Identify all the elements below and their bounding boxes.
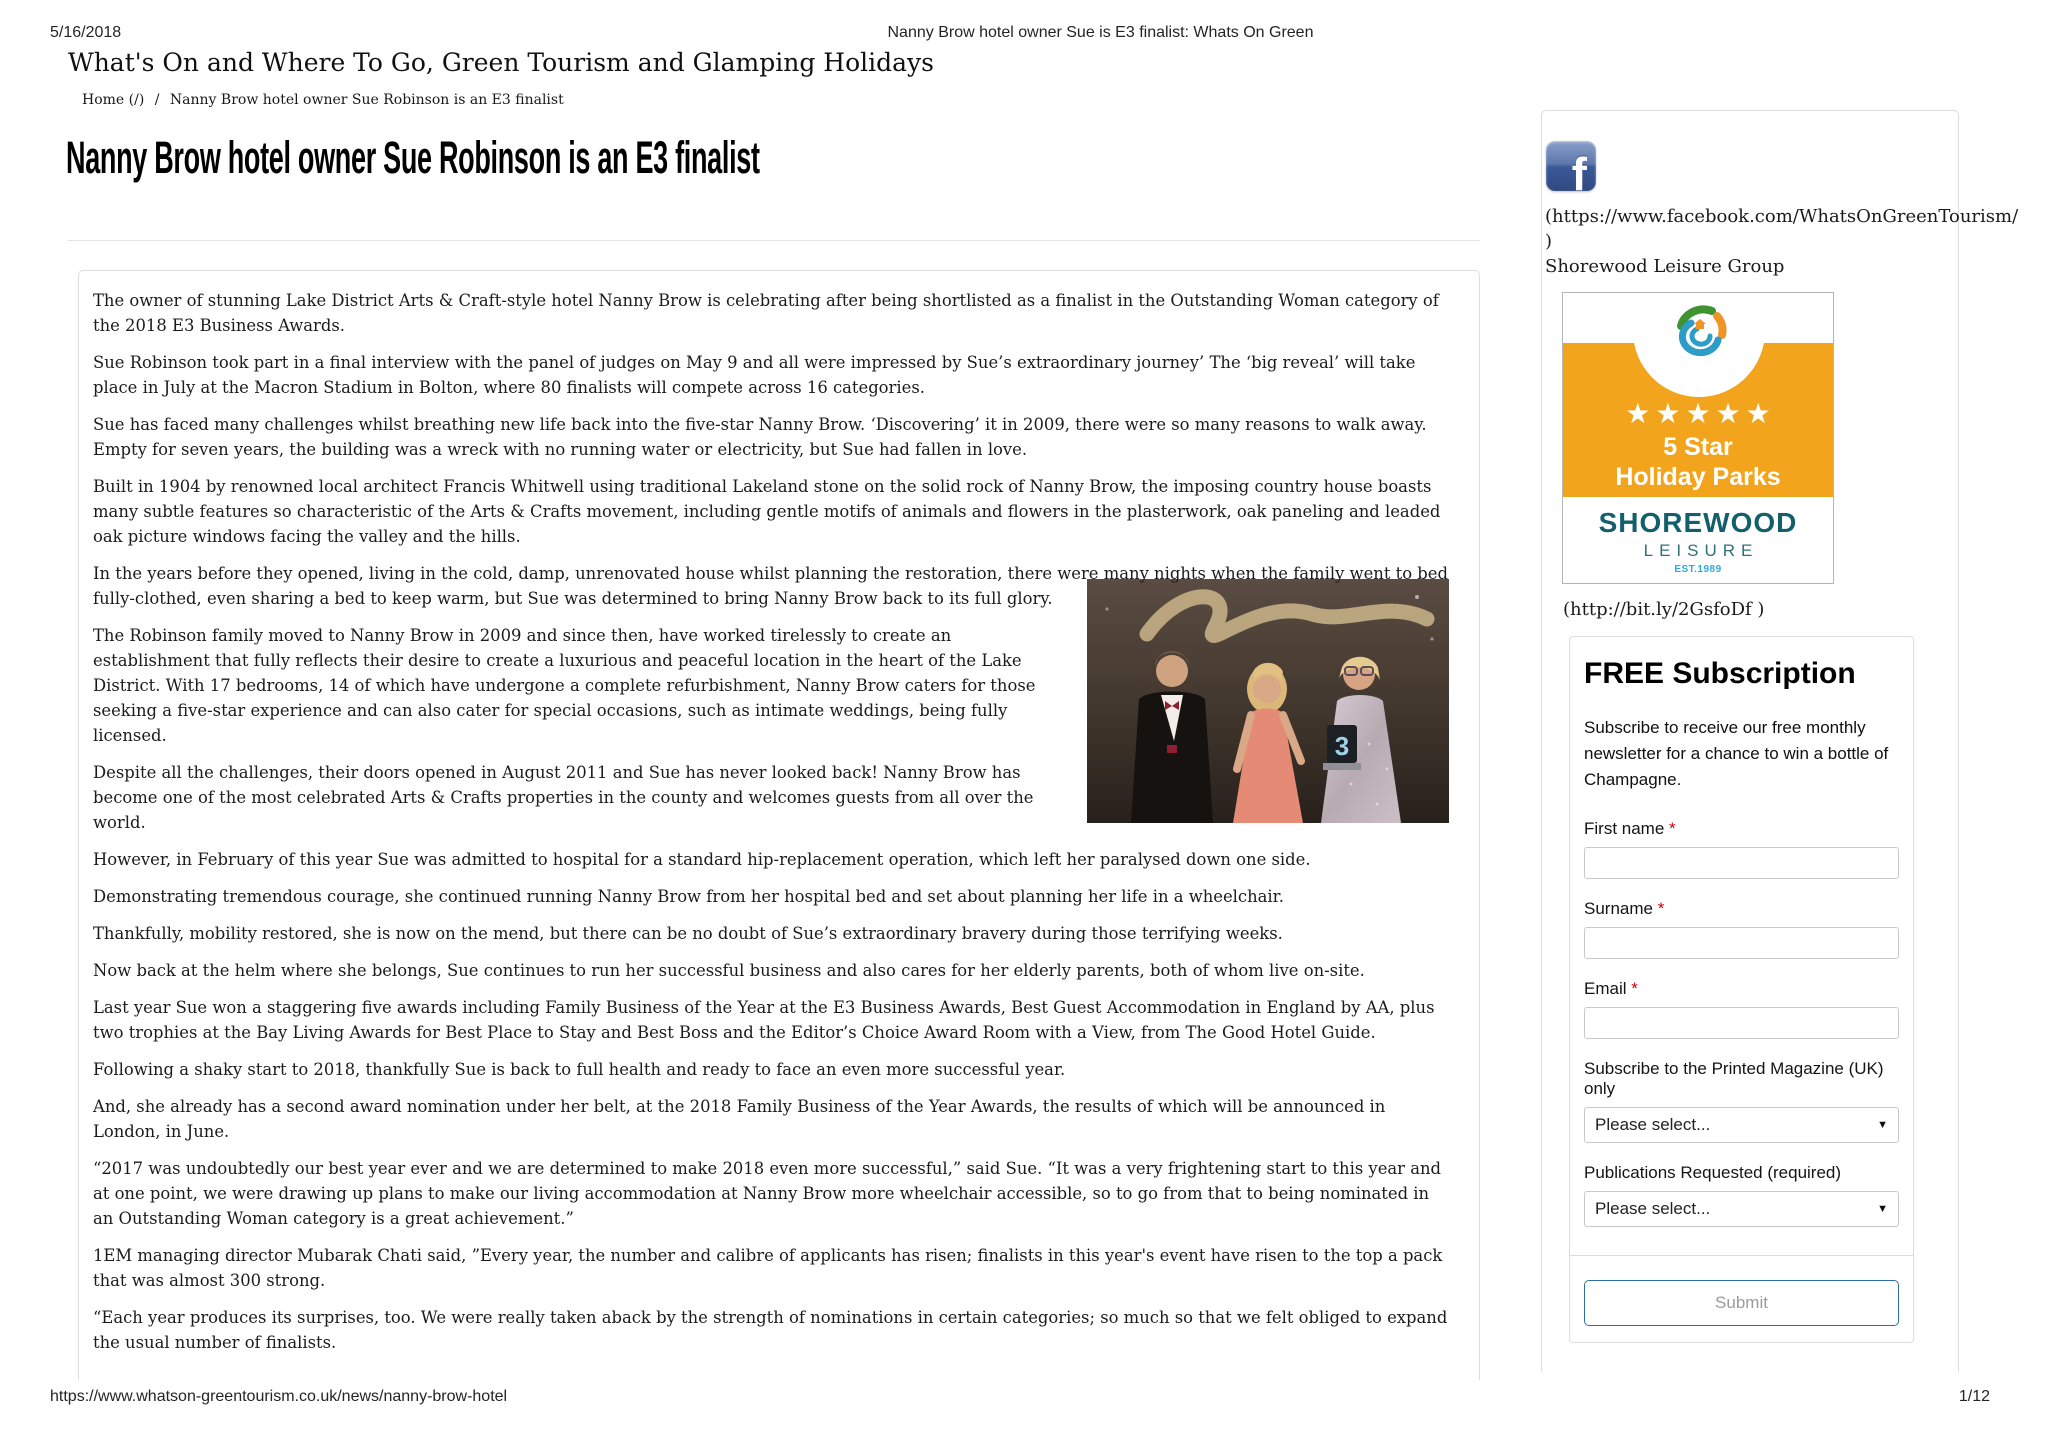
breadcrumb-separator: / (154, 92, 160, 108)
site-title: What's On and Where To Go, Green Tourism and Glamping Holidays (68, 48, 934, 77)
article-paragraph: Sue has faced many challenges whilst breathing new life back into the five-star Nanny Brow. ‘Discovering’ it in 2009, there were so many reasons to walk away. Empty for seven years, the building was a wreck with no running water or electricity, but Sue had fallen in love. (93, 415, 1427, 459)
svg-text:3: 3 (1334, 731, 1350, 761)
print-date: 5/16/2018 (50, 24, 122, 41)
sidebar (1541, 110, 2019, 1372)
article-paragraph: And, she already has a second award nomination under her belt, at the 2018 Family Business of the Year Awards, the results of which will be announced in London, in June. (93, 1097, 1386, 1141)
article-paragraph: In the years before they opened, living in the cold, damp, unrenovated house whilst planning the restoration, there were many nights when the family went to bed fully-clothed, even sharing a bed to keep warm, but Sue was determined to bring Nanny Brow back to its full glory. (93, 564, 1448, 608)
article-paragraph: Thankfully, mobility restored, she is now on the mend, but there can be no doubt of Sue’s extraordinary bravery during those terrifying weeks. (93, 924, 1283, 943)
magazine-label: Subscribe to the Printed Magazine (UK) only (1584, 1059, 1884, 1098)
required-asterisk: * (1657, 899, 1665, 918)
badge-brand-name: SHOREWOOD (1598, 507, 1798, 538)
first-name-label (1584, 819, 1899, 839)
article-paragraph: Demonstrating tremendous courage, she continued running Nanny Brow from her hospital bed and set about planning her life in a wheelchair. (93, 887, 1284, 906)
trophy (1323, 725, 1361, 770)
first-name-label-text: First name (1584, 819, 1665, 838)
badge-established: EST.1989 (1674, 564, 1722, 575)
page-indicator: 1/12 (1958, 1388, 1990, 1405)
email-field-group (1584, 979, 1899, 1039)
email-input[interactable] (1584, 1007, 1899, 1039)
article-paragraph: Sue Robinson took part in a final interview with the panel of judges on May 9 and all were impressed by Sue’s extraordinary journey’ The ‘big reveal’ will take place in July at the Macron Stadium in Bolton, where 80 finalists will compete across 16 categories. (93, 353, 1416, 397)
facebook-f-glyph: f (1571, 148, 1587, 191)
magazine-select[interactable] (1584, 1107, 1899, 1143)
form-title: FREE Subscription (1584, 657, 1856, 690)
breadcrumb-current: Nanny Brow hotel owner Sue Robinson is an E3 finalist (169, 92, 564, 108)
facebook-page-caption: Shorewood Leisure Group (1545, 256, 1785, 277)
submit-button[interactable]: Submit (1584, 1280, 1899, 1326)
magazine-select-value: Please select... (1595, 1115, 1711, 1134)
article-paragraph: The owner of stunning Lake District Arts & Craft-style hotel Nanny Brow is celebrating after being shortlisted as a finalist in the Outstanding Woman category of the 2018 E3 Business Awards. (93, 291, 1439, 335)
publications-field-group (1584, 1163, 1899, 1227)
dropdown-arrow-icon: ▼ (1877, 1119, 1888, 1131)
globe-logo-icon (1670, 302, 1728, 360)
email-label (1584, 979, 1899, 999)
article-paragraph: Now back at the helm where she belongs, Sue continues to run her successful business and also cares for her elderly parents, both of whom live on-site. (93, 961, 1365, 980)
surname-label-text: Surname (1584, 899, 1653, 918)
facebook-url-link[interactable]: (https://www.facebook.com/WhatsOnGreenTourism/ (1545, 206, 2019, 227)
badge-link-text[interactable]: (http://bit.ly/2GsfoDf ) (1563, 599, 1765, 620)
article-paragraph: Last year Sue won a staggering five awards including Family Business of the Year at the E3 Business Awards, Best Guest Accommodation in England by AA, plus two trophies at the Bay Living Awards for Best Place to Stay and Best Boss and the Editor’s Choice Award Room with a View, from The Good Hotel Guide. (93, 998, 1435, 1042)
first-name-input[interactable] (1584, 847, 1899, 879)
required-asterisk: * (1631, 979, 1638, 998)
dropdown-arrow-icon: ▼ (1877, 1203, 1888, 1215)
article-body (78, 270, 1480, 1380)
breadcrumb-home-link[interactable]: Home (/) (82, 92, 145, 108)
surname-label (1584, 899, 1899, 919)
magazine-field-group (1584, 1059, 1899, 1143)
breadcrumb (82, 92, 570, 108)
article-paragraph: Built in 1904 by renowned local architect Francis Whitwell using traditional Lakeland stone on the solid rock of Nanny Brow, the imposing country house boasts many subtle features so characteristic of the Arts & Crafts movement, including gentle motifs of animals and flowers in the plasterwork, oak paneling and leaded oak picture windows facing the valley and the hills. (93, 477, 1441, 546)
article-paragraph: Despite all the challenges, their doors opened in August 2011 and Sue has never looked back! Nanny Brow has become one of the most celebrated Arts & Crafts properties in the county and welcomes guests from all over the world. (93, 763, 1034, 832)
form-divider (1570, 1255, 1913, 1256)
article-paragraph: “2017 was undoubtedly our best year ever and we are determined to make 2018 even more successful,” said Sue. “It was a very frightening start to this year and at one point, we were drawing up plans to make our living accommodation at Nanny Brow more wheelchair accessible, so to go from that to being nominated in an Outstanding Woman category is a great achievement.” (93, 1159, 1442, 1228)
article-paragraph: Following a shaky start to 2018, thankfully Sue is back to full health and ready to face an even more successful year. (93, 1060, 1066, 1079)
award-ceremony-photo (1087, 579, 1449, 823)
publications-label: Publications Requested (required) (1584, 1163, 1842, 1182)
email-label-text: Email (1584, 979, 1627, 998)
badge-brand-subtitle: LEISURE (1643, 541, 1759, 560)
badge-rating-line2: Holiday Parks (1615, 463, 1781, 491)
subscription-form (1569, 636, 1914, 1343)
facebook-icon[interactable] (1546, 141, 1596, 191)
first-name-field-group (1584, 819, 1899, 879)
title-divider (68, 240, 1480, 241)
print-footer-url: https://www.whatson-greentourism.co.uk/news/nanny-brow-hotel (50, 1388, 508, 1405)
publications-select-value: Please select... (1595, 1199, 1711, 1218)
surname-input[interactable] (1584, 927, 1899, 959)
shorewood-badge[interactable] (1562, 292, 1834, 584)
page-title: Nanny Brow hotel owner Sue Robinson is an E3 finalist (66, 132, 760, 183)
five-stars-icon: ★★★★★ (1625, 398, 1776, 429)
article-paragraph: However, in February of this year Sue was admitted to hospital for a standard hip-replacement operation, which left her paralysed down one side. (93, 850, 1311, 869)
facebook-url-link-close[interactable]: ) (1545, 231, 1553, 252)
publications-select[interactable] (1584, 1191, 1899, 1227)
article-paragraph: “Each year produces its surprises, too. We were really taken aback by the strength of nominations in certain categories; so much so that we felt obliged to expand the usual number of finalists. (93, 1308, 1448, 1352)
surname-field-group (1584, 899, 1899, 959)
print-doc-title: Nanny Brow hotel owner Sue is E3 finalist: Whats On Green (887, 24, 1314, 41)
form-description: Subscribe to receive our free monthly newsletter for a chance to win a bottle of Champagne. (1584, 718, 1889, 789)
article-paragraph: 1EM managing director Mubarak Chati said, ”Every year, the number and calibre of applicants has risen; finalists in this year's event have risen to the top a pack that was almost 300 strong. (93, 1246, 1443, 1290)
badge-rating-line1: 5 Star (1663, 433, 1733, 461)
required-asterisk: * (1669, 819, 1676, 838)
article-paragraph: The Robinson family moved to Nanny Brow in 2009 and since then, have worked tirelessly to create an establishment that fully reflects their desire to create a luxurious and peaceful location in the heart of the Lake District. With 17 bedrooms, 14 of which have undergone a complete refurbishment, Nanny Brow caters for those seeking a five-star experience and can also cater for special occasions, such as intimate weddings, being fully licensed. (93, 626, 1036, 745)
